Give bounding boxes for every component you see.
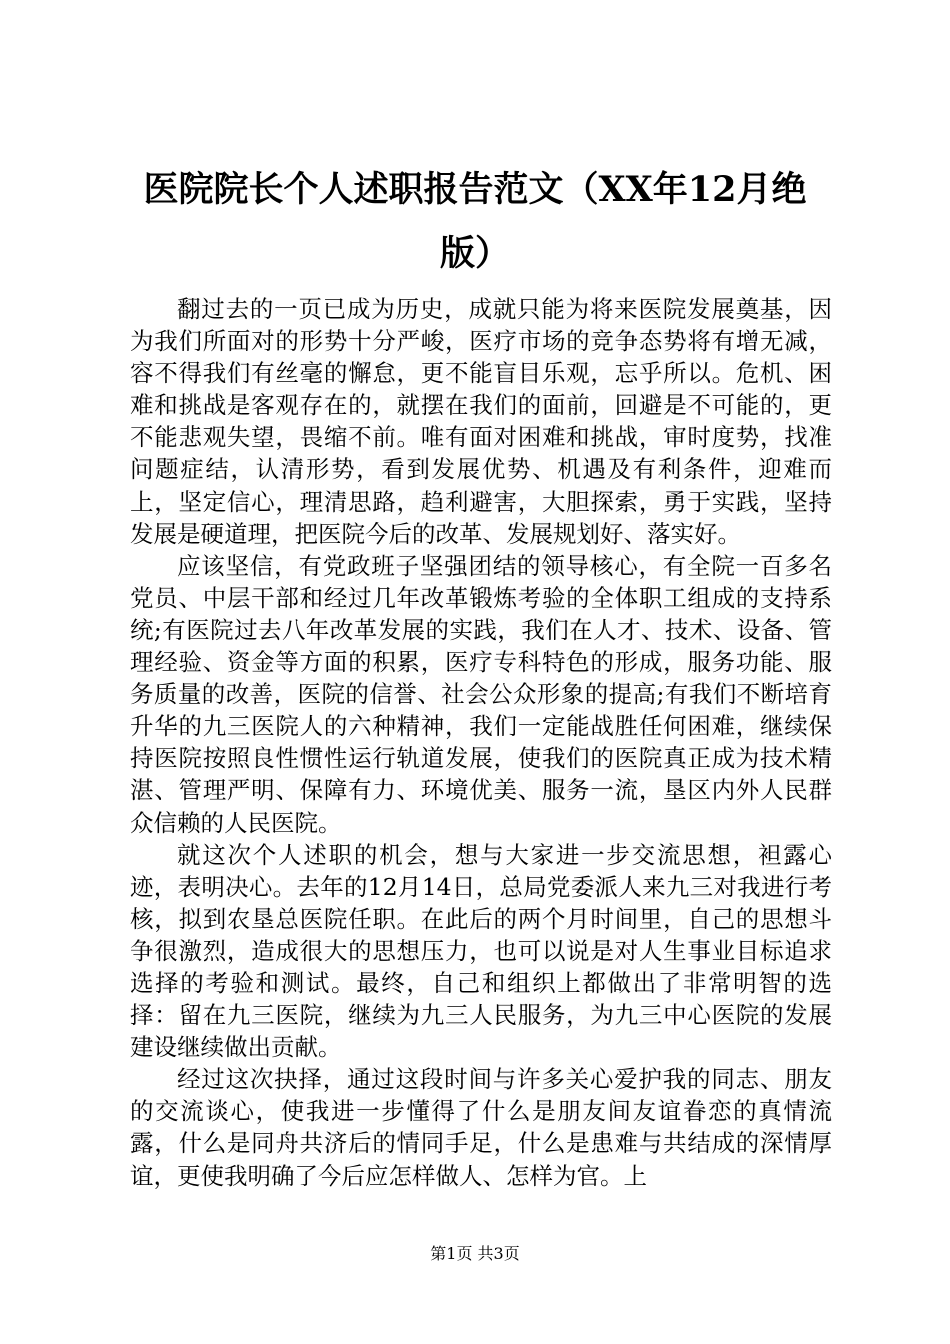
paragraph-3: 就这次个人述职的机会，想与大家进一步交流思想，袒露心迹，表明决心。去年的12月14日，总局党委派人来九三对我进行考核，拟到农垦总医院任职。在此后的两个月时间里，自己的思想斗争很激烈，造成很大的思想压力，也可以说是对人生事业目标追求选择的考验和测试。最终，自己和组织上都做出了非常明智的选择：留在九三医院，继续为九三人民服务，为九三中心医院的发展建设继续做出贡献。 xyxy=(130,840,832,1062)
paragraph-4: 经过这次抉择，通过这段时间与许多关心爱护我的同志、朋友的交流谈心，使我进一步懂得了什么是朋友间友谊眷恋的真情流露，什么是同舟共济后的情同手足，什么是患难与共结成的深情厚谊，更使我明确了今后应怎样做人、怎样为官。上 xyxy=(130,1065,832,1190)
paragraph-1: 翻过去的一页已成为历史，成就只能为将来医院发展奠基，因为我们所面对的形势十分严峻，医疗市场的竞争态势将有增无减，容不得我们有丝毫的懈怠，更不能盲目乐观，忘乎所以。危机、困难和挑战是客观存在的，就摆在我们的面前，回避是不可能的，更不能悲观失望，畏缩不前。唯有面对困难和挑战，审时度势，找准问题症结，认清形势，看到发展优势、机遇及有利条件，迎难而上，坚定信心，理清思路，趋利避害，大胆探索，勇于实践，坚持发展是硬道理，把医院今后的改革、发展规划好、落实好。 xyxy=(130,295,832,548)
document-title: 医院院长个人述职报告范文（XX年12月绝版） xyxy=(143,169,807,274)
page-footer: 第1页 共3页 xyxy=(430,1244,520,1263)
paragraph-2: 应该坚信，有党政班子坚强团结的领导核心，有全院一百多名党员、中层干部和经过几年改革锻炼考验的全体职工组成的支持系统;有医院过去八年改革发展的实践，我们在人才、技术、设备、管理经验、资金等方面的积累，医疗专科特色的形成，服务功能、服务质量的改善，医院的信誉、社会公众形象的提高;有我们不断培育升华的九三医院人的六种精神，我们一定能战胜任何困难，继续保持医院按照良性惯性运行轨道发展，使我们的医院真正成为技术精湛、管理严明、保障有力、环境优美、服务一流，垦区内外人民群众信赖的人民医院。 xyxy=(130,551,832,837)
document-body xyxy=(130,293,832,1192)
